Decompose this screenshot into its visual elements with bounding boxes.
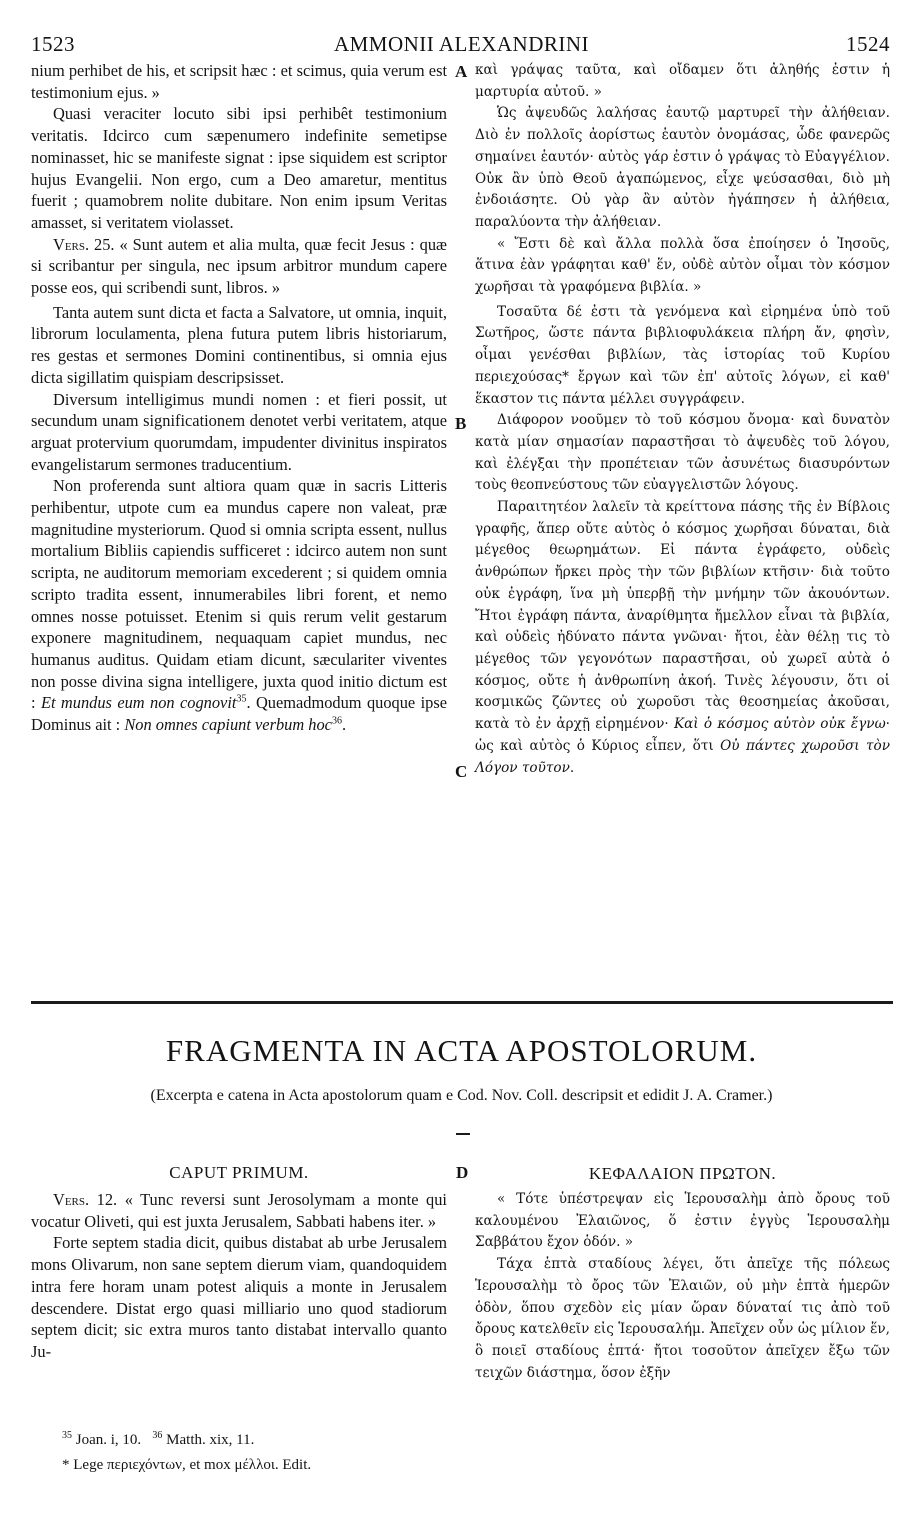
footnote-number: 36 xyxy=(152,1430,163,1441)
latin-paragraph: Tanta autem sunt dicta et facta a Salvatore, ut omnia, inquit, librorum loculamenta, plena futura putem libris historiarum, res gestas et sermones Domini continentibus, si omnia ejus dicta sigillatim quispiam descripsisset. xyxy=(31,302,447,387)
latin-paragraph: Forte septem stadia dicit, quibus distabat ab urbe Jerusalem mons Olivarum, non sane septem dierum viam, quandoquidem intra fere horam unam potest aliquis a monte in Jerusalem descendere. Distat ergo quasi milliario uno quod stadiorum septem dicit; sic extra muros tanto distabat intervallo quanto Ju- xyxy=(31,1233,447,1361)
greek-column-bottom xyxy=(475,1189,890,1384)
greek-paragraph: « Ἔστι δὲ καὶ ἄλλα πολλὰ ὅσα ἐποίησεν ὁ Ἰησοῦς, ἅτινα ἐὰν γράφηται καθ' ἕν, οὐδὲ αὐτὸν οἶμαι τὸν κόσμον χωρῆσαι τὰ γραφόμενα βιβλία. » xyxy=(475,235,890,296)
greek-paragraph: Διάφορον νοοῦμεν τὸ τοῦ κόσμου ὄνομα· καὶ δυνατὸν κατὰ μίαν σημασίαν παραστῆσαι τὸ ἀψευδὲς τοῦ λόγου, καὶ ἐλέγξαι τὴν προπέτειαν τῶν ἀσυνέτως διασυρόντων τοὺς θεοπνεύστους τῶν εὐαγγελιστῶν λόγους. xyxy=(475,412,890,494)
greek-quote: Οὐ πάντες χωροῦσι τὸν Λόγον τοῦτον xyxy=(475,737,890,776)
page-number-left: 1523 xyxy=(31,32,75,56)
greek-quote: Καὶ ὁ κόσμος αὐτὸν οὐκ ἔγνω xyxy=(673,716,886,733)
verse-label: Vers. 12. xyxy=(53,1190,118,1209)
latin-text: . xyxy=(341,715,347,735)
verse-label: Vers. 25. xyxy=(53,234,115,254)
verse-text: « Tunc reversi sunt Jerosolymam a monte qui vocatur Oliveti, qui est juxta Jerusalem, Sabbati habens iter. » xyxy=(31,1190,447,1231)
margin-marker-a: A xyxy=(455,62,468,81)
footnote-text: Matth. xix, 11. xyxy=(166,1432,255,1448)
latin-paragraph xyxy=(31,475,447,735)
footnote-ref: 35 xyxy=(236,693,247,705)
margin-marker-c: C xyxy=(455,762,468,781)
greek-column-top xyxy=(475,60,890,779)
greek-text: . xyxy=(569,759,575,776)
latin-paragraph: Diversum intelligimus mundi nomen : et fieri possit, ut secundum unam significationem denotet verbi veritatem, atque arguat protervium quorumdam, impudenter divinitus inspiratos evangelistarum sermones traducentium. xyxy=(31,389,447,474)
footnote-line xyxy=(62,1432,254,1449)
page-number-right: 1524 xyxy=(846,32,890,56)
latin-quote: Et mundus eum non cognovit xyxy=(40,693,237,713)
greek-text: · ὡς καὶ αὐτὸς ὁ Κύριος εἶπεν, ὅτι xyxy=(475,716,890,754)
section-subtitle: (Excerpta e catena in Acta apostolorum quam e Cod. Nov. Coll. descripsit et edidit J. A. Cramer.) xyxy=(150,1087,773,1104)
footnote-number: 35 xyxy=(62,1430,72,1441)
greek-paragraph: καὶ γράψας ταῦτα, καὶ οἴδαμεν ὅτι ἀληθής ἐστιν ἡ μαρτυρία αὐτοῦ. » xyxy=(475,62,890,100)
verse-text: « Sunt autem et alia multa, quæ fecit Jesus : quæ si scribantur per singula, nec ipsum arbitror mundum capere posse eos, qui scribendi sunt, libros. » xyxy=(31,234,447,298)
greek-paragraph xyxy=(475,497,890,779)
latin-text: Non proferenda sunt altiora quam quæ in sacris Litteris perhibentur, utpote cum ea mundus capere non valeat, præ magnitudine mysteriorum. Quod si omnia scripta essent, nullus mortalium Bibliis capiendis sufficeret : idcirco autem non sunt scripta, ne auditorum memoriam excederent ; si quidem omnia scripto tradita essent, innumerabiles libri forent, et nemo omnes nosse potuisset. Etenim si quis rerum velit gestarum exponere magnitudinem, nequaquam capiet mundus, nec humanus auditus. Quidam etiam dicunt, sæculariter viventes non posse divina signa intelligere, juxta quod initio dictum est : xyxy=(31,476,447,713)
greek-paragraph: Τάχα ἑπτὰ σταδίους λέγει, ὅτι ἀπεῖχε τῆς πόλεως Ἱερουσαλὴμ τὸ ὄρος τῶν Ἐλαιῶν, οὐ μὴν ἑπτὰ ἡμερῶν ὁδὸν, ὅπου σχεδὸν εἰς μίαν ὥραν δύναταί τις ἀπὸ τοῦ ὄρους κατελθεῖν εἰς Ἱερουσαλήμ. Ἀπεῖχεν οὖν ὡς μίλιον ἕν, ὃ ποιεῖ σταδίους ἑπτά· ἤτοι τοσοῦτον ἀπεῖχεν ἔξω τῶν τειχῶν διάστημα, ὅσον ἐξῆν xyxy=(475,1256,890,1381)
latin-paragraph: Quasi veraciter locuto sibi ipsi perhibêt testimonium veritatis. Idcirco cum sæpenumero indefinite semetipse nominasset, hic se manifeste signat : ipse siquidem est scriptor hujus Evangelii. Non ergo, cum a Deo amaretur, mentitus fuerit ; quamobrem nolite dubitare. Non enim ipsum Veritas amasset, si veritatem violasset. xyxy=(31,104,447,232)
greek-paragraph: Ὡς ἀψευδῶς λαλήσας ἑαυτῷ μαρτυρεῖ τὴν ἀλήθειαν. Διὸ ἐν πολλοῖς ἀορίστως ἑαυτὸν ὀνομάσας, ὧδε φανερῶς σημαίνει ἑαυτόν· αὐτὸς γάρ ἐστιν ὁ γράψας τὸ Εὐαγγέλιον. Οὐκ ἂν ὑπὸ Θεοῦ ἀγαπώμενος, εἶχε ψεύσασθαι, διὸ μὴ ἐνδοιάσητε. Οὐ γὰρ ἂν αὐτὸν ἠγάπησεν ἡ ἀλήθεια, παραλύοντα τὴν ἀλήθειαν. xyxy=(475,105,890,230)
footnote-ref: 36 xyxy=(331,715,342,727)
greek-paragraph: Τοσαῦτα δέ ἐστι τὰ γενόμενα καὶ εἰρημένα ὑπὸ τοῦ Σωτῆρος, ὥστε πάντα βιβλιοφυλάκεια πλήρη ἄν, φησὶν, οἶμαι γενέσθαι βιβλίων, τὰς ἱστορίας τοῦ Κυρίου περιεχούσας* ἔργων καὶ τῶν ἐπ' αὐτοῖς λόγων, εἰ καθ' ἕκαστον τις πάντα μέλλει συγγράφειν. xyxy=(475,303,890,407)
latin-column-bottom xyxy=(31,1189,447,1363)
latin-paragraph xyxy=(31,1189,447,1232)
greek-paragraph: « Τότε ὑπέστρεψαν εἰς Ἱερουσαλὴμ ἀπὸ ὄρους τοῦ καλουμένου Ἐλαιῶνος, ὅ ἐστιν ἐγγὺς Ἱερουσαλὴμ Σαββάτου ἔχον ὁδόν. » xyxy=(475,1191,890,1251)
greek-text: Παραιτητέον λαλεῖν τὰ κρείττονα πάσης τῆς ἐν Βίβλοις γραφῆς, ἅπερ οὔτε αὐτὸς ὁ κόσμος χωρῆσαι δύναται, διὰ μέγεθος θεωρημάτων. Εἰ πάντα ἐγράφετο, οὐδεὶς ἀνθρώπων ἤρκει πρὸς τὴν τῶν βιβλίων κτῆσιν· διὰ τοῦτο οὐκ ἐγράφη, ἵνα μὴ ὑπερβῇ τὴν μνήμην τῶν ἀκουόντων. Ἤτοι ἐγράφη πάντα, ἀναρίθμητα ἤμελλον εἶναι τὰ βιβλία, καὶ οὐδεὶς ἠδύνατο πάντα γνῶναι· ἤτοι, ἐὰν θέλῃ τις τὸ μέγεθος τῶν γεγονότων παραστῆσαι, οὐ χωρεῖ αὐτὰ ὁ κόσμος, οὔτε ἡ ἀνθρωπίνη ἀκοή. Τινὲς λέγουσιν, ὅτι οἱ κοσμικῶς ζῶντες οὐ χωροῦσι τὰς θεοσημείας ἀκοῦσαι, κατὰ τὸ ἐν ἀρχῇ εἰρημένον· xyxy=(475,499,890,733)
latin-text: . Quemadmodum quoque ipse Dominus ait : xyxy=(31,693,447,735)
latin-quote: Non omnes capiunt verbum hoc xyxy=(124,715,332,735)
chapter-heading-greek: ΚΕΦΑΛΑΙΟΝ ΠΡΩΤΟΝ. xyxy=(588,1164,777,1183)
latin-paragraph xyxy=(31,234,447,299)
margin-marker-d: D xyxy=(456,1163,469,1182)
running-title: AMMONII ALEXANDRINI xyxy=(333,32,590,56)
margin-marker-b: B xyxy=(455,414,467,433)
latin-paragraph: nium perhibet de his, et scripsit hæc : et scimus, quia verum est testimonium ejus. » xyxy=(31,61,447,102)
chapter-heading-latin: CAPUT PRIMUM. xyxy=(169,1163,309,1182)
latin-column-top xyxy=(31,60,447,736)
section-divider xyxy=(31,1001,893,1004)
section-title: FRAGMENTA IN ACTA APOSTOLORUM. xyxy=(165,1033,758,1068)
short-divider xyxy=(456,1133,470,1135)
editor-note: * Lege περιεχόντων, et mox μέλλοι. Edit. xyxy=(62,1457,312,1473)
footnote-text: Joan. i, 10. xyxy=(75,1432,142,1448)
